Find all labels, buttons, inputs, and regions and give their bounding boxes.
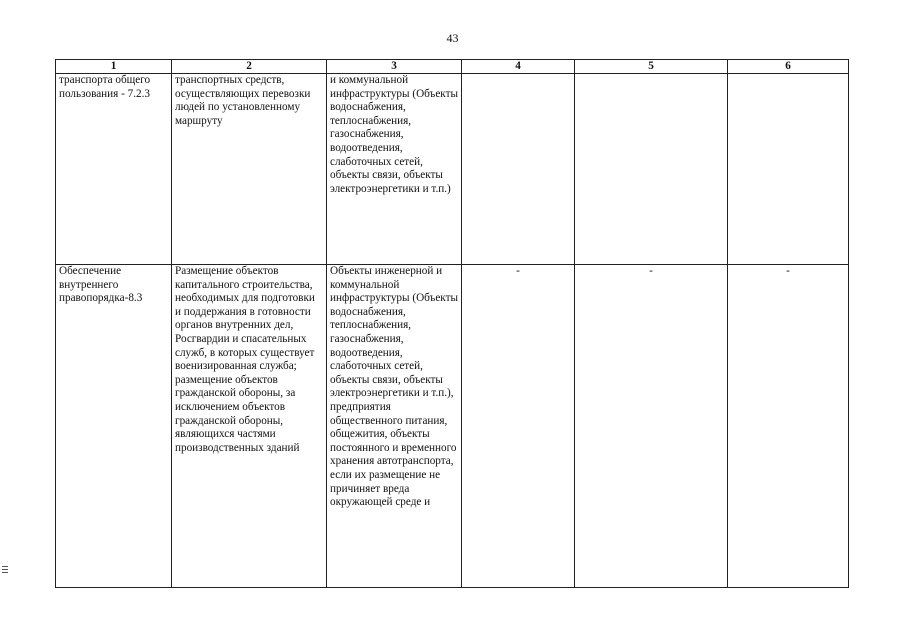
cell-col4: -	[462, 265, 575, 588]
cell-col6: -	[728, 265, 849, 588]
column-header-3: 3	[327, 60, 462, 74]
cell-use-type: транспорта общего пользования - 7.2.3	[56, 74, 172, 265]
page-number: 43	[446, 31, 459, 45]
column-header-6: 6	[728, 60, 849, 74]
cell-use-type: Обеспечение внутреннего правопорядка-8.3	[56, 265, 172, 588]
scan-margin-mark	[2, 566, 8, 578]
land-use-table	[55, 59, 849, 588]
cell-col5	[575, 74, 728, 265]
column-header-5: 5	[575, 60, 728, 74]
cell-col5: -	[575, 265, 728, 588]
table-row	[56, 265, 849, 588]
table-header-row	[56, 60, 849, 74]
cell-use-description: транспортных средств, осуществляющих перевозки людей по установленному маршруту	[172, 74, 327, 265]
cell-auxiliary-uses: и коммунальной инфраструктуры (Объекты водоснабжения, теплоснабжения, газоснабжения, водоотведения, слаботочных сетей, объекты связи, объекты электроэнергетики и т.п.)	[327, 74, 462, 265]
column-header-1: 1	[56, 60, 172, 74]
table-row	[56, 74, 849, 265]
column-header-4: 4	[462, 60, 575, 74]
cell-use-description: Размещение объектов капитального строительства, необходимых для подготовки и поддержания в готовности органов внутренних дел, Росгвардии и спасательных служб, в которых существует военизированная служба; размещение объектов гражданской обороны, за исключением объектов гражданской обороны, являющихся частями производственных зданий	[172, 265, 327, 588]
cell-col6	[728, 74, 849, 265]
column-header-2: 2	[172, 60, 327, 74]
cell-auxiliary-uses: Объекты инженерной и коммунальной инфраструктуры (Объекты водоснабжения, теплоснабжения, газоснабжения, водоотведения, слаботочных сетей, объекты связи, объекты электроэнергетики и т.п.), предприятия общественного питания, общежития, объекты постоянного и временного хранения автотранспорта, если их размещение не причиняет вреда окружающей среде и	[327, 265, 462, 588]
cell-col4	[462, 74, 575, 265]
